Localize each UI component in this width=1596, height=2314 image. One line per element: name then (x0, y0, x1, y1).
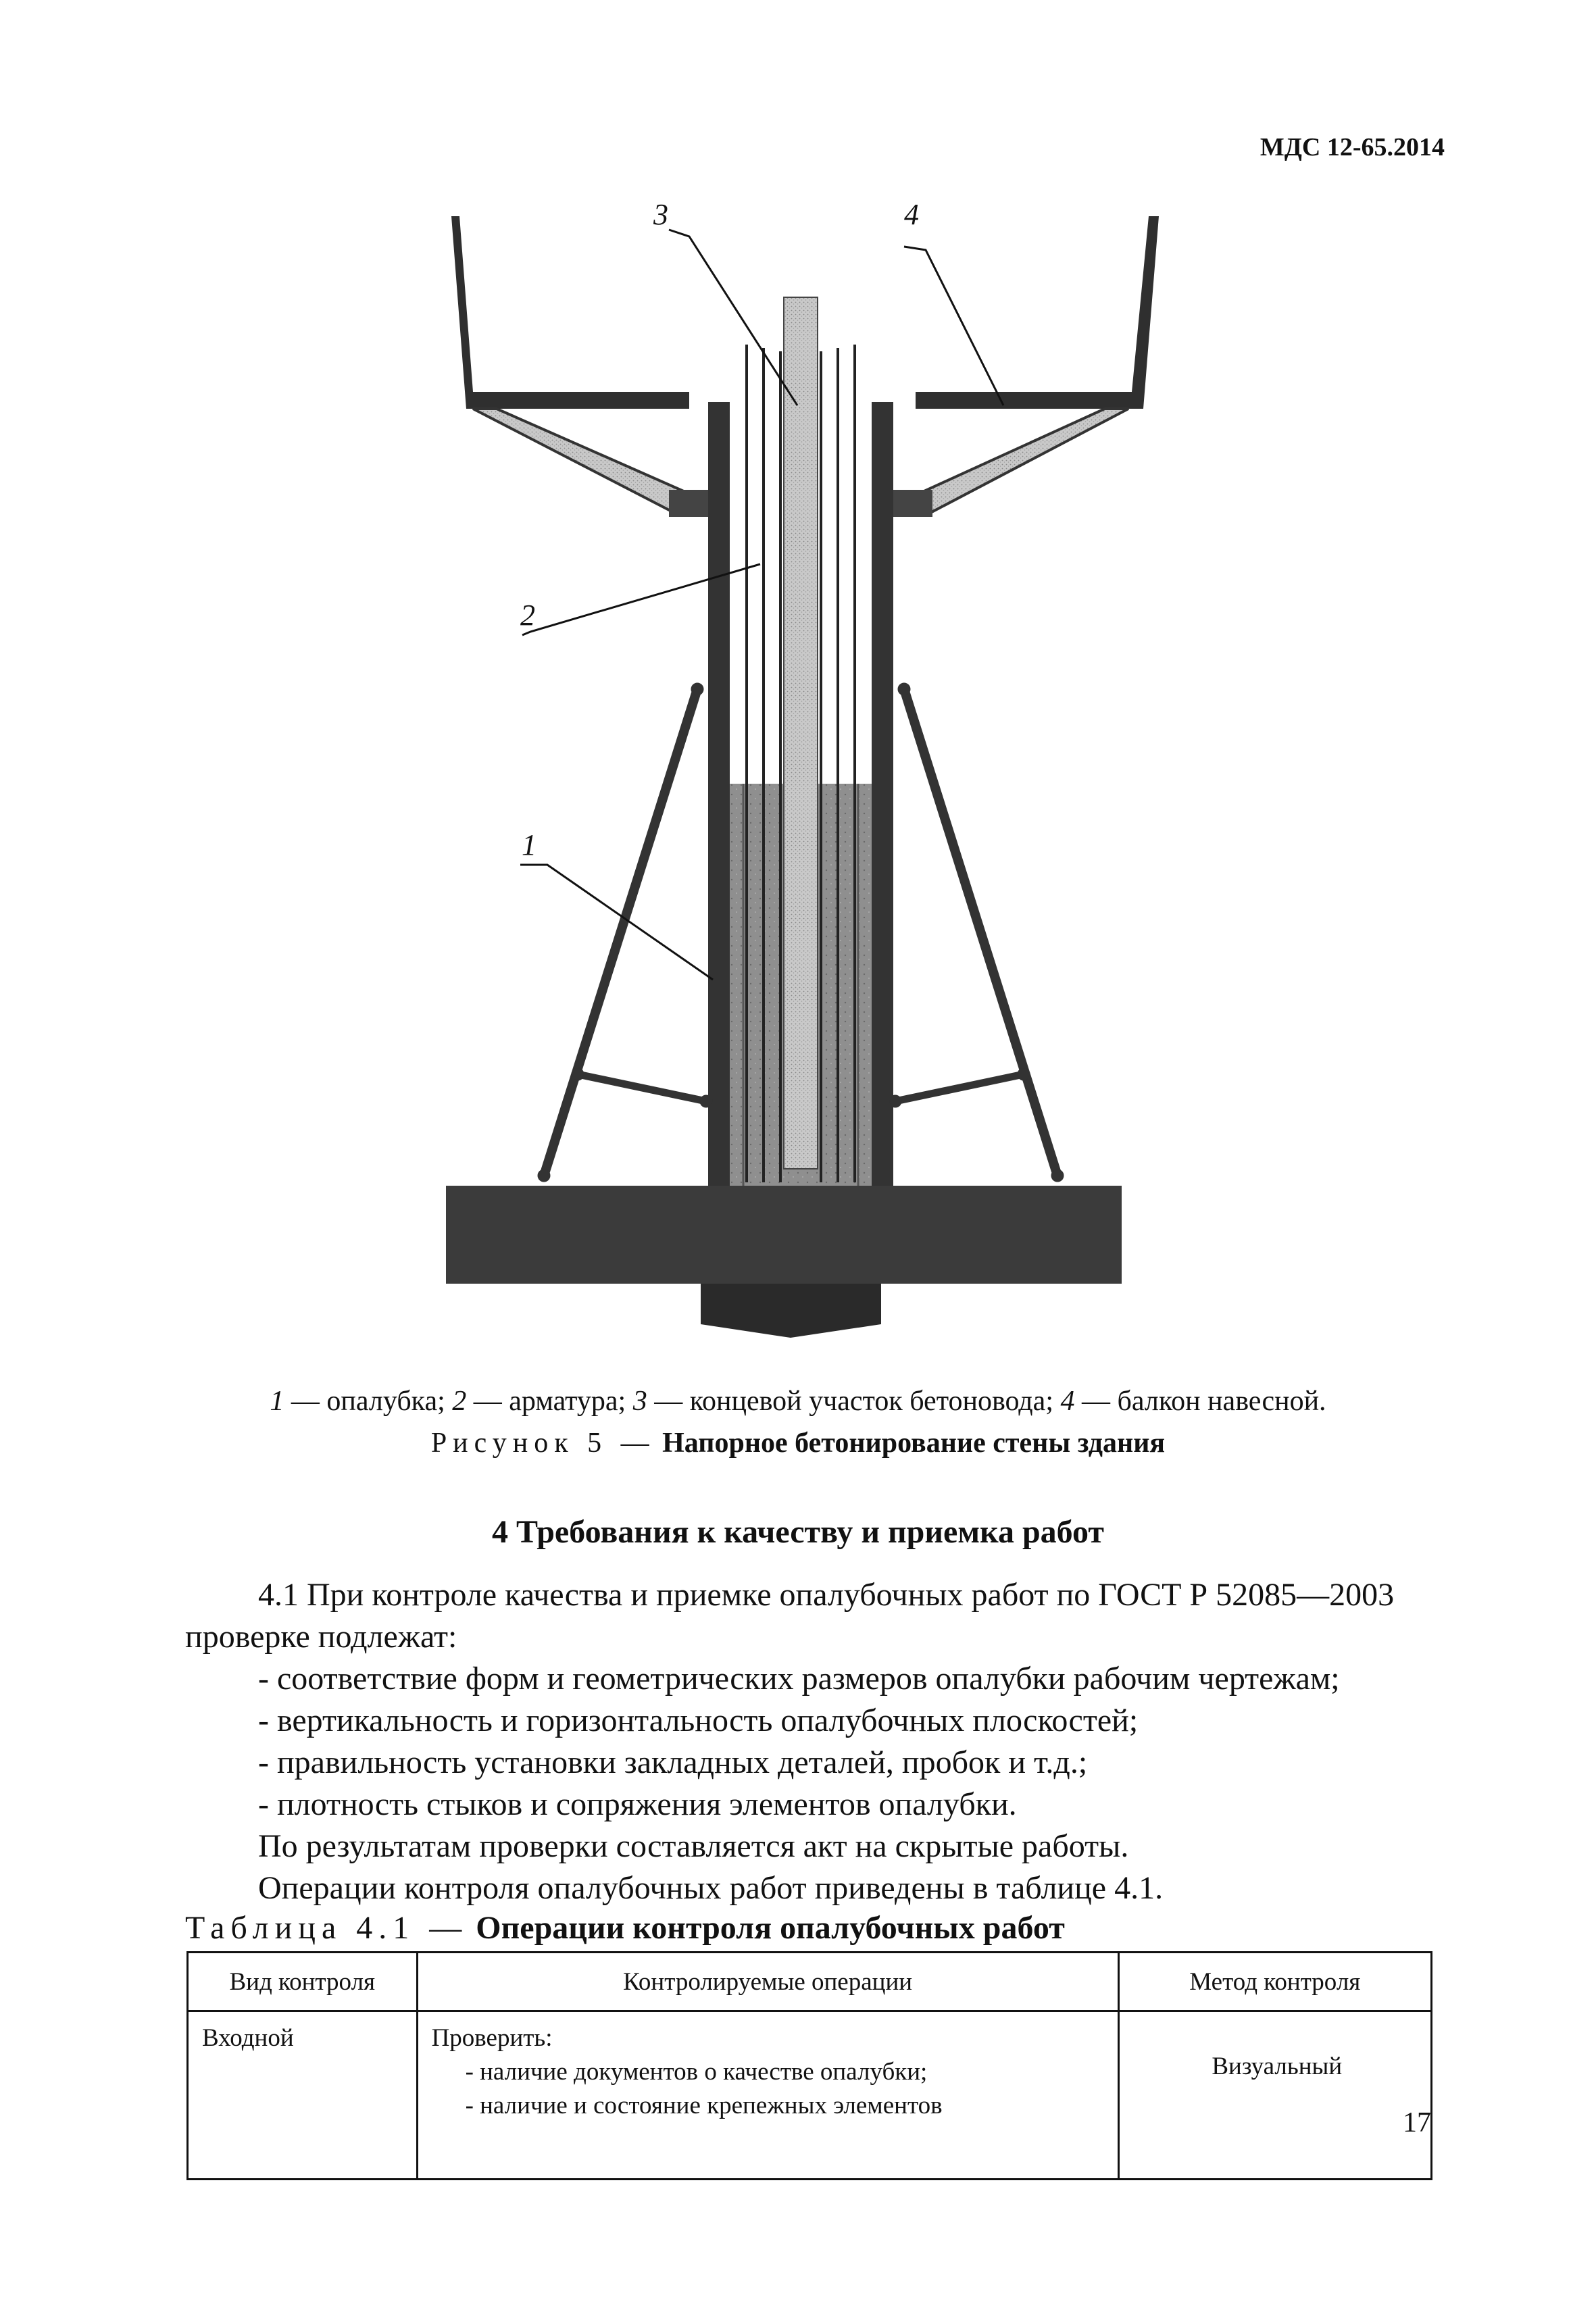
table-caption-prefix: Таблица 4.1 — (185, 1910, 468, 1946)
column-header: Метод контроля (1118, 1953, 1431, 2011)
table-caption-title: Операции контроля опалубочных работ (476, 1910, 1065, 1946)
control-type-cell: Входной (188, 2011, 418, 2180)
callout-2: 2 (520, 599, 535, 632)
legend-text: — опалубка; (284, 1386, 453, 1417)
legend-num: 1 (270, 1386, 284, 1417)
list-item: - вертикальность и горизонтальность опалубочных плоскостей; (258, 1703, 1139, 1738)
document-code: МДС 12-65.2014 (1260, 133, 1445, 161)
callout-3: 3 (653, 198, 668, 231)
section-title: 4 Требования к качеству и приемка работ (492, 1514, 1104, 1550)
hanging-balcony-right (893, 216, 1159, 517)
legend-text: — арматура; (466, 1386, 633, 1417)
operation-item: - наличие и состояние крепежных элементов (465, 2092, 943, 2119)
paragraph-line: По результатам проверки составляется акт на скрытые работы. (258, 1828, 1129, 1864)
operations-table (186, 1951, 1432, 2180)
figure-legend (0, 1385, 1596, 1417)
column-header: Вид контроля (188, 1953, 418, 2011)
legend-text: — концевой участок бетоновода; (647, 1386, 1061, 1417)
column-header: Контролируемые операции (417, 1953, 1118, 2011)
list-item: - плотность стыков и сопряжения элементов опалубки. (258, 1786, 1017, 1822)
list-item: - соответствие форм и геометрических размеров опалубки рабочим чертежам; (258, 1661, 1340, 1696)
operation-item: - наличие документов о качестве опалубки; (465, 2058, 928, 2086)
paragraph-line: 4.1 При контроле качества и приемке опалубочных работ по ГОСТ Р 52085—2003 (258, 1577, 1395, 1613)
paragraph-line: проверке подлежат: (185, 1619, 457, 1655)
operations-heading: Проверить: (431, 2024, 553, 2052)
callout-1: 1 (522, 828, 537, 861)
hanging-balcony-left (449, 216, 708, 517)
table-header-row (188, 1953, 1432, 2011)
legend-num: 4 (1060, 1386, 1075, 1417)
legend-text: — балкон навесной. (1074, 1386, 1326, 1417)
callout-4: 4 (904, 198, 919, 231)
table-row (188, 2011, 1432, 2180)
method-cell: Визуальный (1118, 2011, 1431, 2180)
table-caption (185, 1909, 1065, 1946)
operations-cell (417, 2011, 1118, 2180)
list-item: - правильность установки закладных деталей, пробок и т.д.; (258, 1744, 1088, 1780)
paragraph-line: Операции контроля опалубочных работ приведены в таблице 4.1. (258, 1870, 1164, 1906)
foundation-slab (446, 1186, 1122, 1338)
concrete-pipe (784, 297, 818, 1169)
figure-caption-title: Напорное бетонирование стены здания (662, 1428, 1166, 1459)
legend-num: 3 (632, 1386, 647, 1417)
figure-caption-prefix: Рисунок 5 — (430, 1428, 655, 1459)
page-number: 17 (1403, 2107, 1431, 2138)
legend-num: 2 (452, 1386, 467, 1417)
figure-drawing (446, 196, 1162, 1344)
figure-caption (0, 1427, 1596, 1459)
